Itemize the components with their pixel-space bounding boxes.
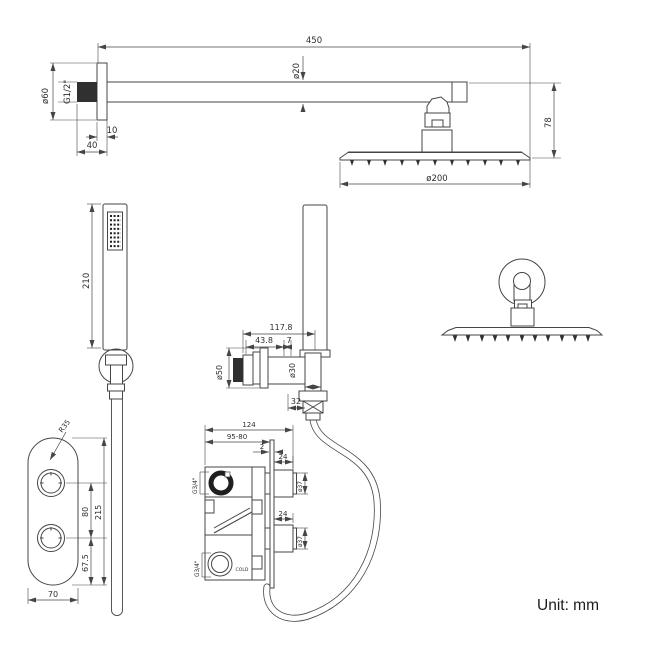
wall-disc [260,348,268,388]
handshower-side-view [82,204,133,610]
dim-outlet-top-length: 24 [278,453,288,461]
hose-nut [299,391,327,401]
dim-head-drop: 78 [544,117,554,128]
dim-head-diameter: ø200 [426,174,448,184]
label-outlet-thread: G1/2" [233,357,242,380]
dim-outlet-top-diameter: ø37 [298,481,304,492]
dim-knob-spacing: 80 [81,506,90,517]
dim-outlet-drop: 32 [290,397,302,406]
dim-outlet-gap: 7 [286,336,292,345]
outlet-top [274,470,293,497]
cold-label: COLD [235,568,249,573]
plate-body [28,438,78,585]
shower-head-front-view [442,259,602,342]
hex-nut [243,355,253,385]
dim-outlet-flange-w: 43.8 [255,336,273,345]
dim-outlet-flange-dia: ø50 [215,364,224,380]
dim-wall-offset: 40 [86,141,98,151]
head-connector-front [511,308,534,326]
elbow-body [268,357,305,384]
dim-plate-radius: R35 [57,418,73,435]
dim-outlet-bottom-length: 24 [278,510,288,518]
head-nozzles-front [453,336,590,343]
dim-valve-width: 124 [242,421,256,429]
knob-top [38,470,65,497]
outlet-bottom [274,525,293,552]
dim-plate-width: 70 [47,590,59,599]
dim-arm-length: 450 [305,36,323,46]
head-nozzles [350,160,520,166]
dim-handshower-length: 210 [82,272,92,289]
dim-outlet-total: 117.8 [269,323,293,332]
dim-flange-diameter: ø60 [41,87,51,104]
knob-bottom [38,525,65,552]
wand-in-holder [303,205,327,351]
dim-flange-depth: 10 [106,126,118,136]
label-inlet-top-thread: G3/4" [193,477,199,494]
wall-flange [97,63,107,120]
dim-outlet-pipe-dia: ø30 [288,362,297,378]
trim-plate-edge [270,440,274,588]
dim-outlet-bottom-diameter: ø37 [298,536,304,547]
thermostatic-valve-side-view [193,421,308,588]
spray-face [108,212,123,250]
flex-hose [267,419,378,618]
dim-plate-height: 215 [94,504,103,520]
label-inlet-bottom-thread: G3/4" [195,560,201,577]
control-plate-front-view [28,418,107,604]
label-thread-size: G1/2" [63,79,73,104]
dim-valve-depth: 95-80 [226,433,248,441]
thread-stub [77,82,97,102]
outlet-pipe [305,353,321,391]
dim-plate-bottom: 67.5 [81,554,90,572]
head-connector [422,130,452,152]
shower-head-side [340,153,530,161]
dim-arm-diameter: ø20 [292,62,302,79]
shower-arm [107,82,467,102]
shower-arm-side-view [41,36,561,188]
dim-plate-thickness: 2 [259,443,265,451]
shower-head-front [442,328,602,336]
pipe-circle [514,273,531,290]
unit-label: Unit: mm [537,597,599,614]
